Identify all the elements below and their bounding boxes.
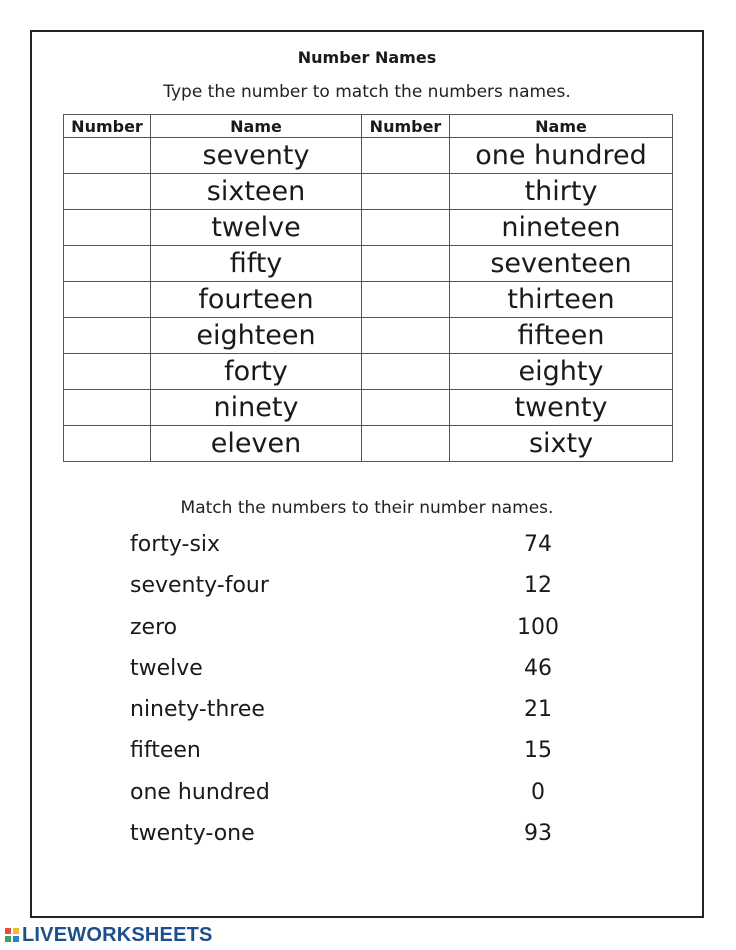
number-answer-cell[interactable] [362,390,450,426]
number-answer-cell[interactable] [64,390,151,426]
match-word[interactable]: forty-six [130,532,221,557]
name-cell: sixty [450,426,673,462]
number-answer-cell[interactable] [64,282,151,318]
match-word[interactable]: ninety-three [130,697,265,723]
name-cell: twenty [450,390,673,426]
match-number[interactable]: 15 [524,738,552,764]
name-cell: nineteen [450,210,673,246]
match-exercise [130,532,590,862]
number-answer-cell[interactable] [362,282,450,318]
header-name: Name [151,115,362,138]
match-number[interactable]: 74 [524,532,552,557]
match-row [130,615,590,656]
table-header-row [64,115,673,138]
table-row [64,138,673,174]
match-word[interactable]: fifteen [130,738,201,764]
match-word[interactable]: seventy-four [130,573,269,599]
header-number: Number [64,115,151,138]
match-row [130,656,590,697]
page-title: Number Names [297,48,437,67]
match-row [130,697,590,738]
match-number[interactable]: 21 [524,697,552,723]
number-answer-cell[interactable] [64,174,151,210]
number-answer-cell[interactable] [362,318,450,354]
name-cell: fifty [151,246,362,282]
table-row [64,246,673,282]
table-row [64,174,673,210]
match-row [130,738,590,779]
match-word[interactable]: twenty-one [130,821,255,847]
name-cell: forty [151,354,362,390]
match-word[interactable]: one hundred [130,779,270,805]
match-row [130,780,590,821]
number-answer-cell[interactable] [362,174,450,210]
header-number: Number [362,115,450,138]
table-instruction: Type the number to match the numbers names. [163,82,571,102]
name-cell: eleven [151,426,362,462]
liveworksheets-logo-icon [4,927,20,943]
match-number[interactable]: 0 [531,779,545,805]
name-cell: eighty [450,354,673,390]
match-number[interactable]: 93 [524,821,552,847]
table-row [64,282,673,318]
number-answer-cell[interactable] [362,354,450,390]
table-row [64,390,673,426]
worksheet-page [30,30,704,918]
number-names-table [63,114,673,462]
number-answer-cell[interactable] [64,318,151,354]
header-name: Name [450,115,673,138]
match-word[interactable]: zero [130,614,178,640]
number-answer-cell[interactable] [362,138,450,174]
table-row [64,210,673,246]
match-row [130,821,590,862]
name-cell: seventy [151,138,362,174]
name-cell: twelve [151,210,362,246]
number-answer-cell[interactable] [362,246,450,282]
number-answer-cell[interactable] [64,138,151,174]
number-answer-cell[interactable] [362,210,450,246]
match-number[interactable]: 100 [517,614,559,640]
name-cell: fourteen [151,282,362,318]
match-row [130,532,590,573]
number-answer-cell[interactable] [64,246,151,282]
name-cell: seventeen [450,246,673,282]
number-answer-cell[interactable] [64,354,151,390]
match-row [130,573,590,614]
name-cell: one hundred [450,138,673,174]
brand-name: LIVEWORKSHEETS [22,923,213,946]
name-cell: fifteen [450,318,673,354]
match-word[interactable]: twelve [130,655,203,681]
name-cell: sixteen [151,174,362,210]
table-row [64,318,673,354]
name-cell: thirty [450,174,673,210]
table-row [64,354,673,390]
table-row [64,426,673,462]
number-answer-cell[interactable] [64,426,151,462]
match-number[interactable]: 12 [524,573,552,599]
match-number[interactable]: 46 [524,655,552,681]
match-instruction: Match the numbers to their number names. [180,498,554,518]
liveworksheets-footer [4,922,213,948]
number-answer-cell[interactable] [64,210,151,246]
name-cell: eighteen [151,318,362,354]
name-cell: ninety [151,390,362,426]
number-answer-cell[interactable] [362,426,450,462]
name-cell: thirteen [450,282,673,318]
